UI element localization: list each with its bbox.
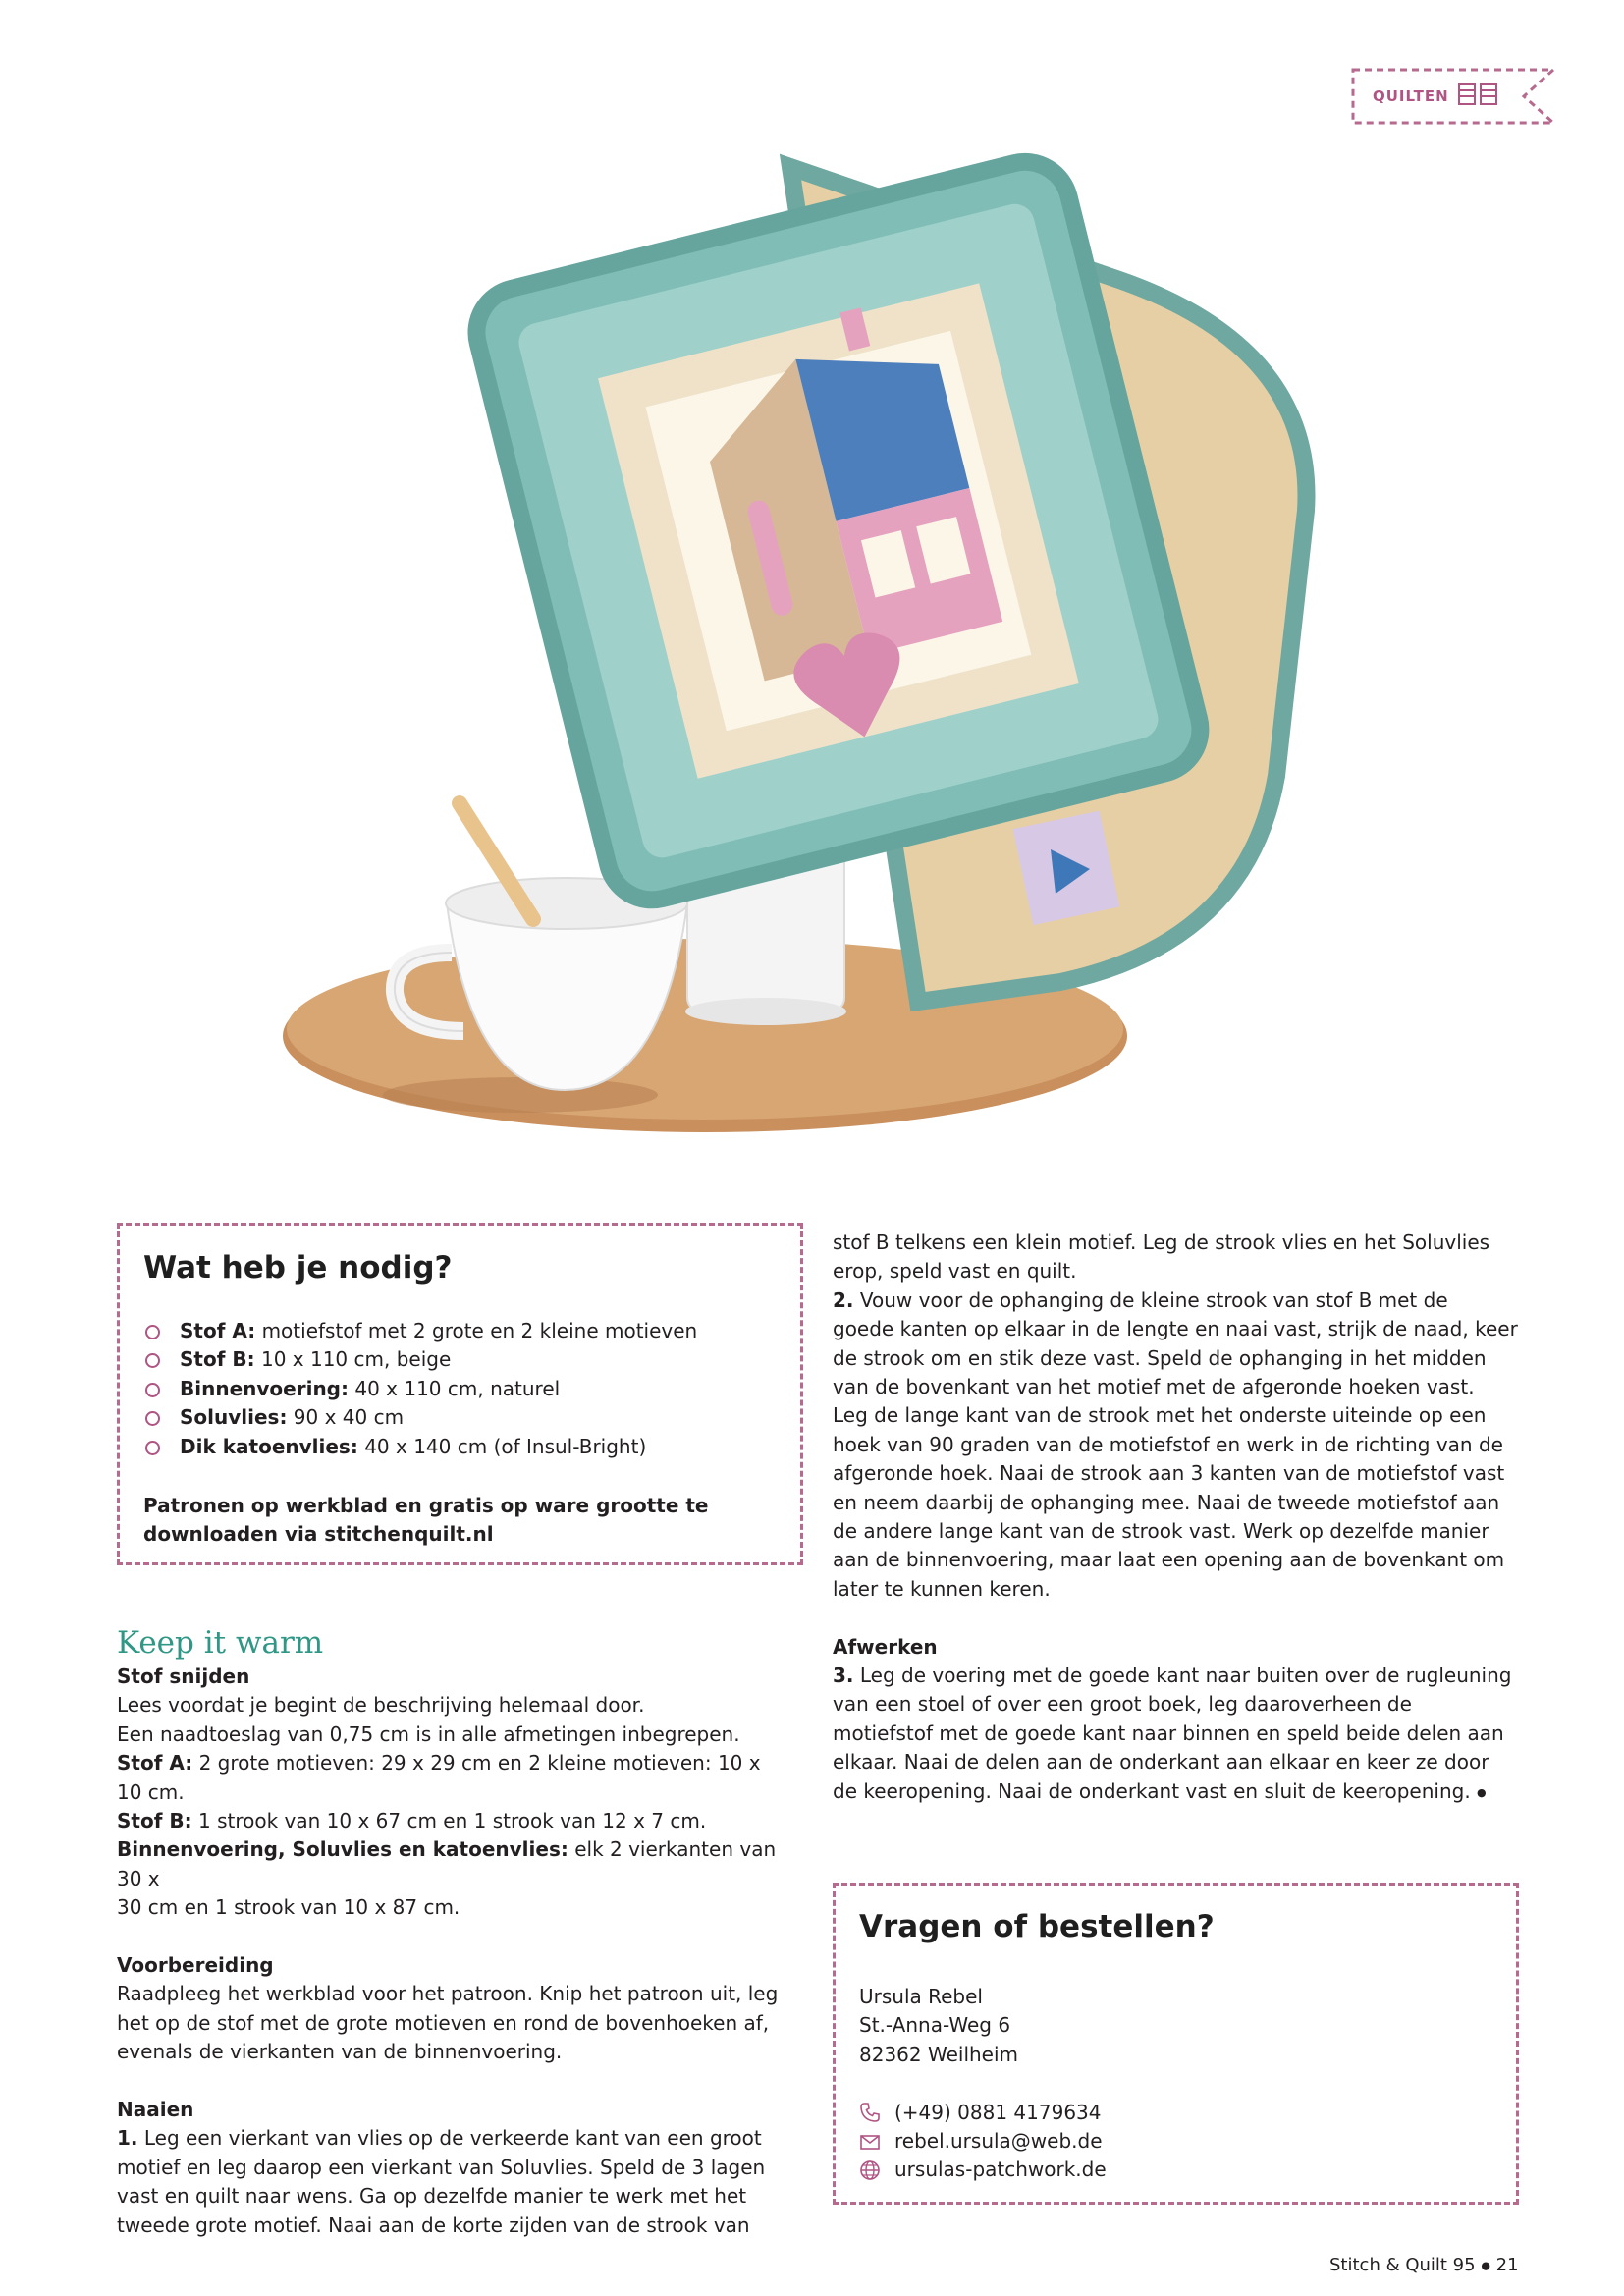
paragraph-line: en neem daarbij de ophanging mee. Naai de tweede motiefstof aan <box>833 1490 1500 1514</box>
contact-website-row <box>859 2156 1107 2184</box>
section-heading: Stof snijden <box>117 1665 250 1688</box>
instructions-right-column <box>833 1229 1520 1807</box>
globe-icon <box>859 2159 881 2181</box>
paragraph-line: Raadpleeg het werkblad voor het patroon. Knip het patroon uit, leg <box>117 1982 779 2006</box>
materials-box <box>117 1223 803 1565</box>
paragraph-line: Stof B: 1 strook van 10 x 67 cm en 1 strook van 12 x 7 cm. <box>117 1809 707 1833</box>
instructions-left-column <box>117 1623 804 2240</box>
paragraph-line: de strook om en stik deze vast. Speld de ophanging in het midden <box>833 1345 1487 1370</box>
contact-city: 82362 Weilheim <box>859 2042 1019 2066</box>
list-item: Dik katoenvlies: 40 x 140 cm (of Insul-Bright) <box>143 1433 697 1461</box>
paragraph-line: 3. Leg de voering met de goede kant naar buiten over de rugleuning <box>833 1664 1512 1688</box>
end-mark: ● <box>1477 1785 1487 1799</box>
paragraph-line: evenals de vierkanten van de binnenvoering. <box>117 2040 563 2064</box>
paragraph-line: de andere lange kant van de strook vast. Werk op dezelfde manier <box>833 1519 1489 1544</box>
paragraph-line: Binnenvoering, Soluvlies en katoenvlies: elk 2 vierkanten van 30 x <box>117 1837 777 1890</box>
paragraph-line: aan de binnenvoering, maar laat een opening aan de bovenkant om <box>833 1548 1505 1572</box>
list-item: Stof A: motiefstof met 2 grote en 2 kleine motieven <box>143 1317 697 1345</box>
contact-phone[interactable]: (+49) 0881 4179634 <box>894 2100 1102 2124</box>
contact-street: St.-Anna-Weg 6 <box>859 2013 1011 2038</box>
section-heading: Naaien <box>117 2098 194 2122</box>
paragraph-line: vast en quilt naar wens. Ga op dezelfde manier te werk met het <box>117 2184 747 2209</box>
paragraph-line: de keeropening. Naai de onderkant vast en sluit de keeropening. ● <box>833 1778 1487 1803</box>
paragraph-line: motiefstof met de goede kant naar binnen en speld beide delen aan <box>833 1721 1504 1745</box>
paragraph-line: tweede grote motief. Naai aan de korte zijden van de strook van <box>117 2213 750 2237</box>
page-number: 21 <box>1495 2255 1519 2275</box>
paragraph-line: Een naadtoeslag van 0,75 cm is in alle afmetingen inbegrepen. <box>117 1722 740 1746</box>
paragraph-line: motief en leg daarop een vierkant van Soluvlies. Speld de 3 lagen <box>117 2155 766 2179</box>
paragraph-line: Lees voordat je begint de beschrijving helemaal door. <box>117 1693 645 1718</box>
paragraph-line: Stof A: 2 grote motieven: 29 x 29 cm en 2 kleine motieven: 10 x <box>117 1751 761 1776</box>
contact-phone-row <box>859 2099 1107 2127</box>
paragraph-line: goede kanten op elkaar in de lengte en naai vast, strijk de naad, keer <box>833 1317 1518 1341</box>
paragraph-line: 10 cm. <box>117 1779 185 1804</box>
paragraph-line: van de bovenkant van het motief met de afgeronde hoeken vast. <box>833 1375 1475 1399</box>
section-heading: Afwerken <box>833 1634 938 1659</box>
contact-email-row <box>859 2127 1107 2156</box>
contact-name: Ursula Rebel <box>859 1985 983 2008</box>
section-tag-label: QUILTEN <box>1373 87 1449 105</box>
paragraph-line: later te kunnen keren. <box>833 1576 1051 1601</box>
paragraph-line: het op de stof met de grote motieven en rond de bovenhoeken af, <box>117 2010 770 2035</box>
sewing-icon <box>1457 82 1500 107</box>
contact-box <box>833 1883 1519 2205</box>
list-item: Soluvlies: 90 x 40 cm <box>143 1403 697 1432</box>
footer-separator: ● <box>1481 2259 1490 2272</box>
materials-list <box>143 1317 697 1461</box>
magazine-name: Stitch & Quilt 95 <box>1329 2255 1476 2275</box>
paragraph-line: 1. Leg een vierkant van vlies op de verkeerde kant van een groot <box>117 2126 762 2151</box>
paragraph-line: afgeronde hoek. Naai de strook aan 3 kanten van de motiefstof vast <box>833 1461 1505 1486</box>
patterns-note: Patronen op werkblad en gratis op ware grootte te downloaden via stitchenquilt.nl <box>143 1494 709 1547</box>
paragraph-line: elkaar. Naai de delen aan de onderkant aan elkaar en keer ze door <box>833 1750 1489 1775</box>
contact-details <box>859 1983 1107 2185</box>
paragraph-line: erop, speld vast en quilt. <box>833 1259 1077 1284</box>
contact-email[interactable]: rebel.ursula@web.de <box>894 2129 1103 2154</box>
paragraph-line: 2. Vouw voor de ophanging de kleine strook van stof B met de <box>833 1287 1448 1312</box>
page-footer <box>1329 2255 1519 2275</box>
paragraph-line: stof B telkens een klein motief. Leg de strook vlies en het Soluvlies <box>833 1230 1490 1254</box>
paragraph-line: Leg de lange kant van de strook met het onderste uiteinde op een <box>833 1403 1487 1428</box>
section-tag <box>1351 68 1555 125</box>
tea-cozy-photo <box>275 98 1355 1169</box>
materials-title: Wat heb je nodig? <box>143 1250 453 1285</box>
contact-title: Vragen of bestellen? <box>859 1909 1215 1944</box>
article-title: Keep it warm <box>117 1625 324 1661</box>
email-icon <box>859 2131 881 2153</box>
phone-icon <box>859 2102 881 2123</box>
list-item: Binnenvoering: 40 x 110 cm, naturel <box>143 1375 697 1403</box>
list-item: Stof B: 10 x 110 cm, beige <box>143 1345 697 1374</box>
paragraph-line: hoek van 90 graden van de motiefstof en werk in de richting van de <box>833 1432 1503 1456</box>
paragraph-line: van een stoel of over een groot boek, leg daaroverheen de <box>833 1692 1412 1717</box>
section-heading: Voorbereiding <box>117 1953 274 1978</box>
contact-website[interactable]: ursulas-patchwork.de <box>894 2158 1107 2182</box>
paragraph-line: 30 cm en 1 strook van 10 x 87 cm. <box>117 1895 460 1920</box>
